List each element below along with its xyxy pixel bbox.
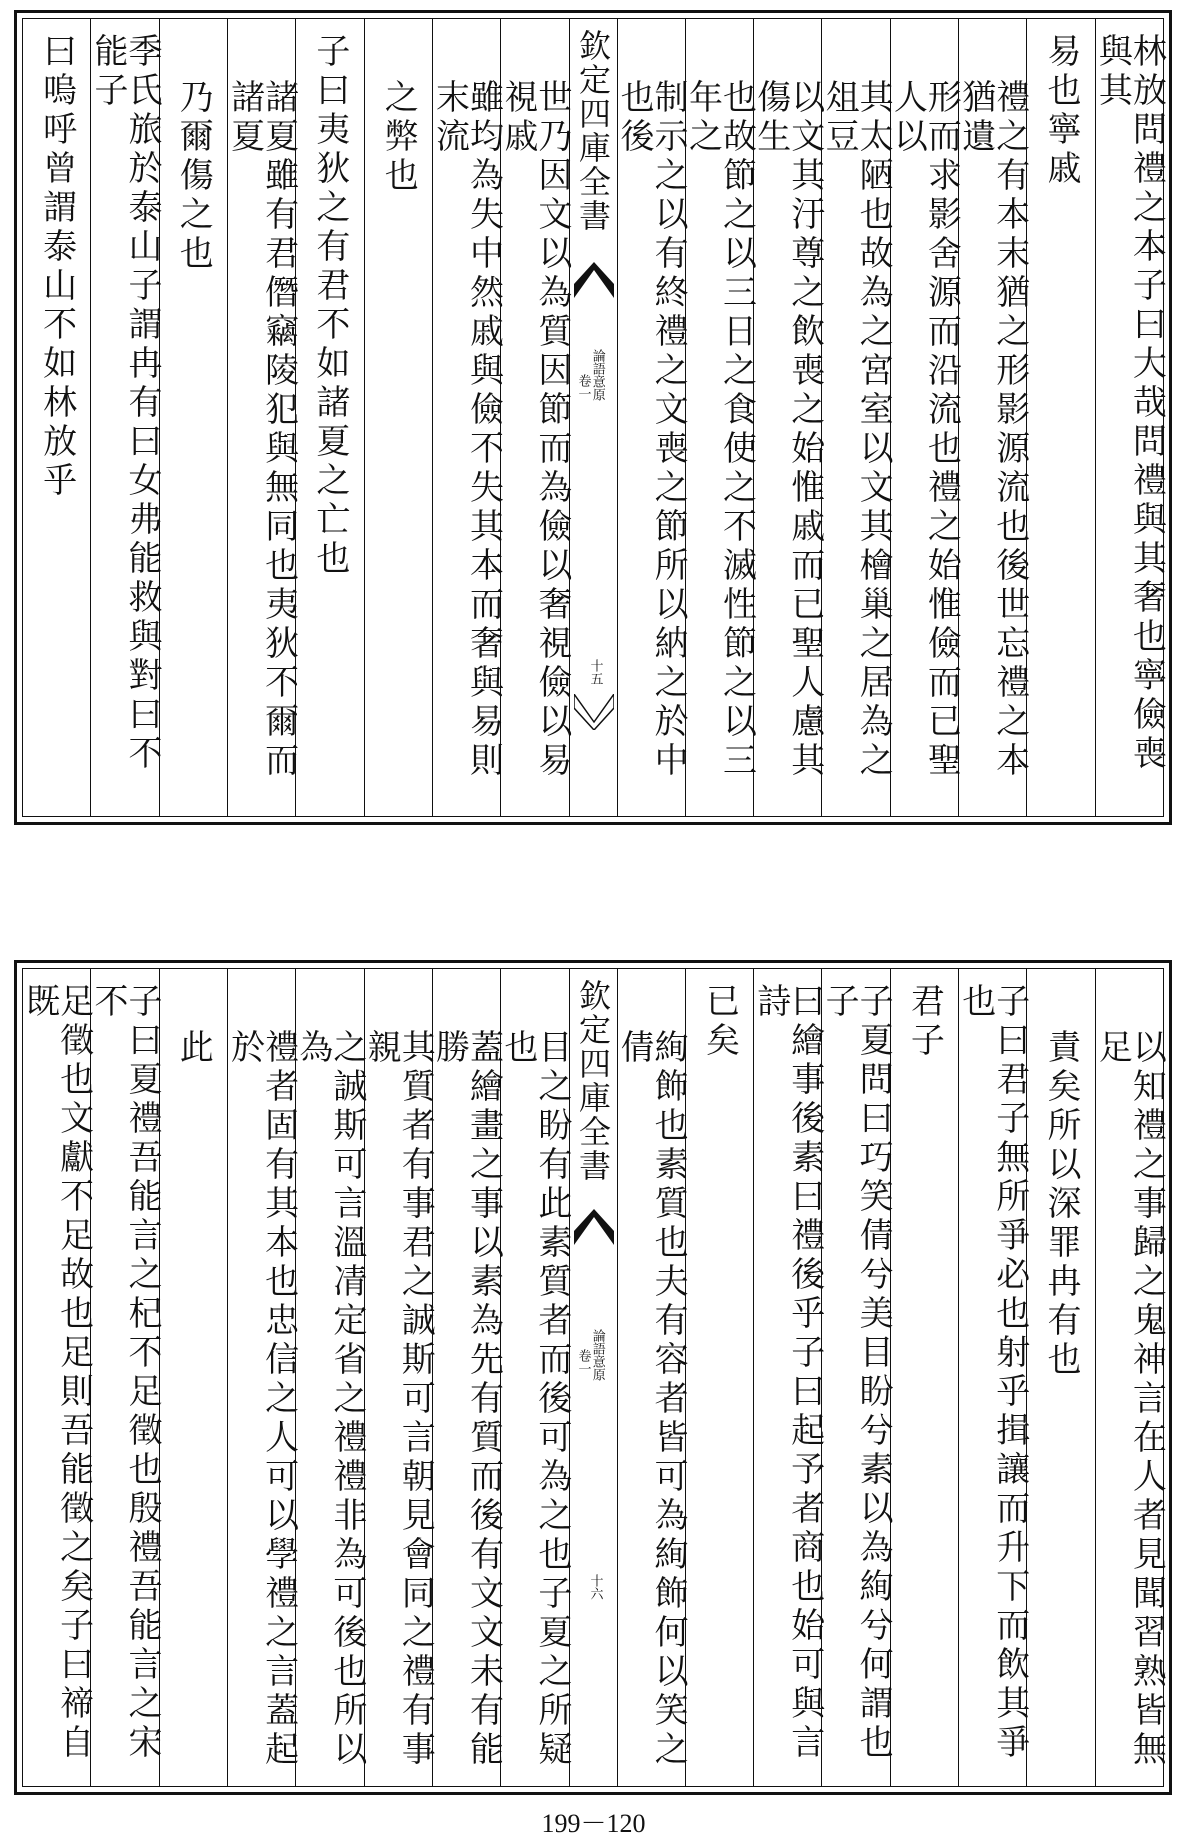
folio-number: 十五 xyxy=(587,659,603,685)
text-column: 制示之以有終禮之文喪之節所以納之於中也後 xyxy=(617,19,685,816)
text-column: 子夏問曰巧笑倩兮美目盼兮素以為絢兮何謂也子 xyxy=(821,969,889,1786)
folio-number: 十六 xyxy=(587,1574,603,1600)
top-page-columns xyxy=(23,19,1167,816)
fishtail-ornament-icon xyxy=(574,1209,614,1245)
text-column: 足徵也文獻不足故也足則吾能徵之矣子曰禘自既 xyxy=(19,983,94,1763)
text-column: 雖均為失中然戚與儉不失其本而奢與易則末流 xyxy=(432,19,500,816)
bottom-page-frame xyxy=(19,968,1167,1787)
bottom-page xyxy=(14,960,1172,1795)
center-band xyxy=(569,969,617,1786)
text-column: 君子 xyxy=(890,969,958,1786)
center-band xyxy=(569,19,617,816)
text-column: 子曰夷狄之有君不如諸夏之亡也 xyxy=(295,19,363,816)
book-title: 論語意原 xyxy=(589,1329,605,1381)
volume-label: 卷一 xyxy=(575,1349,591,1375)
text-column: 其質者有事君之誠斯可言朝見會同之禮有事親 xyxy=(364,969,432,1786)
top-page-frame xyxy=(22,18,1167,817)
fishtail-ornament-icon xyxy=(574,262,614,298)
text-column: 也故節之以三日之食使之不滅性節之以三年之 xyxy=(685,19,753,816)
text-column: 責矣所以深罪冉有也 xyxy=(1026,969,1094,1786)
text-column: 季氏旅於泰山子謂冉有曰女弗能救與對曰不能子 xyxy=(90,19,158,816)
text-column: 絢飾也素質也夫有容者皆可為絢飾何以笑之倩 xyxy=(617,969,685,1786)
collection-title: 欽定四庫全書 xyxy=(574,29,612,233)
text-column: 其太陋也故為之宮室以文其檜巢之居為之俎豆 xyxy=(821,19,889,816)
text-column: 之弊也 xyxy=(364,19,432,816)
text-column: 已矣 xyxy=(685,969,753,1786)
text-column: 禮者固有其本也忠信之人可以學禮之言蓋起於 xyxy=(227,969,295,1786)
text-column: 以知禮之事歸之鬼神言在人者見聞習熟皆無足 xyxy=(1095,969,1163,1786)
text-column: 子曰夏禮吾能言之杞不足徵也殷禮吾能言之宋不 xyxy=(90,969,158,1786)
text-column: 曰嗚呼曾謂泰山不如林放乎 xyxy=(36,33,77,501)
volume-label: 卷一 xyxy=(575,374,591,400)
page-number: 199－120 xyxy=(541,1809,646,1838)
fishtail-ornament-icon xyxy=(574,694,614,730)
top-page xyxy=(14,10,1172,825)
text-column: 以文其汙尊之飲喪之始惟戚而已聖人慮其傷生 xyxy=(753,19,821,816)
text-column: 子曰君子無所爭必也射乎揖讓而升下而飲其爭也 xyxy=(958,969,1026,1786)
text-column: 蓋繪畫之事以素為先有質而後有文文未有能勝 xyxy=(432,969,500,1786)
text-column: 形而求影舍源而沿流也禮之始惟儉而已聖人以 xyxy=(890,19,958,816)
text-column: 此 xyxy=(159,969,227,1786)
text-column: 易也寧戚 xyxy=(1026,19,1094,816)
collection-title: 欽定四庫全書 xyxy=(574,979,612,1183)
book-title: 論語意原 xyxy=(589,349,605,401)
text-column: 曰繪事後素曰禮後乎子曰起予者商也始可與言詩 xyxy=(753,969,821,1786)
text-column: 之誠斯可言溫凊定省之禮禮非為可後也所以為 xyxy=(295,969,363,1786)
text-column: 禮之有本末猶之形影源流也後世忘禮之本猶遺 xyxy=(958,19,1026,816)
text-column: 諸夏雖有君僭竊陵犯與無同也夷狄不爾而諸夏 xyxy=(227,19,295,816)
text-column: 目之盼有此素質者而後可為之也子夏之所疑也 xyxy=(500,969,568,1786)
text-column: 乃爾傷之也 xyxy=(159,19,227,816)
bottom-page-columns xyxy=(19,969,1167,1786)
text-column: 世乃因文以為質因節而為儉以奢視儉以易視戚 xyxy=(500,19,568,816)
text-column: 林放問禮之本子曰大哉問禮與其奢也寧儉喪與其 xyxy=(1095,19,1163,816)
